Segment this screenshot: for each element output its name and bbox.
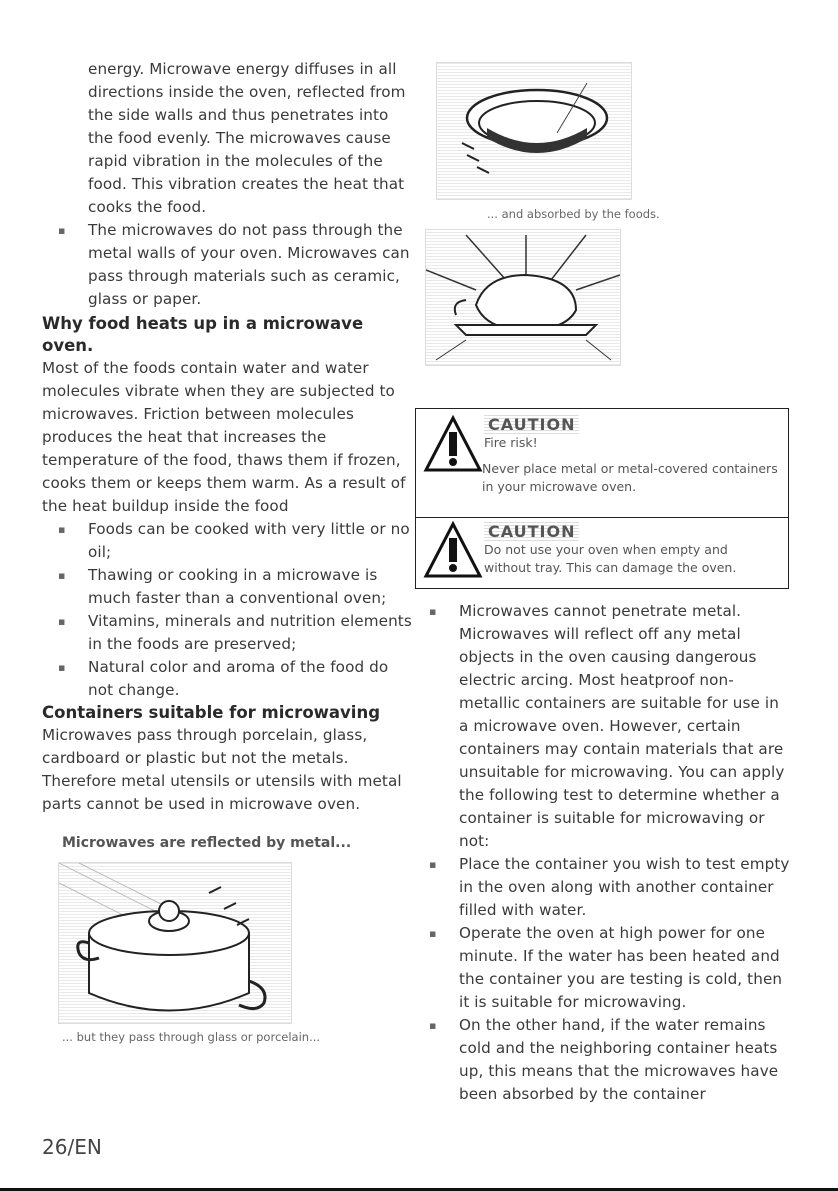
containers-paragraph: Microwaves pass through porcelain, glass, cardboard or plastic but not the metals. Therefore metal utensils or utensils with metal parts cannot be used in microwave oven. — [42, 726, 402, 813]
bullet-item: ▪ Microwaves cannot penetrate metal. Microwaves will reflect off any metal objects in the oven causing dangerous electric arcing. Most heatproof non-metallic containers are suitable for use in a microwave oven. However, certain containers may contain materials that are unsuitable for microwaving. You can apply the following test to determine whether a container is suitable for microwaving or not: — [413, 600, 793, 853]
pot-drawing — [59, 863, 291, 1023]
caution-text: Never place metal or metal-covered containers in your microwave oven. — [482, 461, 778, 494]
figure-caption-absorbed: ... and absorbed by the foods. — [487, 207, 660, 221]
left-column — [42, 58, 414, 1044]
caution-fire-risk: Fire risk! — [484, 435, 538, 450]
warning-icon — [422, 520, 484, 580]
warning-icon — [422, 414, 484, 474]
page-number: 26/EN — [42, 1135, 102, 1159]
bullet-item: ▪ Thawing or cooking in a microwave is much faster than a conventional oven; — [42, 564, 414, 610]
caution-text: Do not use your oven when empty and without tray. This can damage the oven. — [484, 542, 737, 575]
bullet-item: ▪ Natural color and aroma of the food do not change. — [42, 656, 414, 702]
right-column — [425, 62, 805, 1103]
heading-containers: Containers suitable for microwaving — [42, 703, 381, 722]
chicken-drawing — [426, 230, 620, 365]
bullet-metal-walls: ▪ The microwaves do not pass through the metal walls of your oven. Microwaves can pass through materials such as ceramic, glass or paper. — [42, 219, 414, 311]
chicken-illustration — [425, 229, 621, 366]
pot-illustration — [58, 862, 292, 1024]
right-bullets — [413, 600, 793, 1106]
dish-drawing — [437, 63, 631, 199]
caution-box-empty — [415, 516, 789, 589]
caution-title: CAUTION — [484, 415, 579, 434]
caution-title: CAUTION — [484, 522, 579, 541]
figure-title-reflected: Microwaves are reflected by metal... — [62, 835, 352, 851]
intro-paragraph: energy. Microwave energy diffuses in all directions inside the oven, reflected from the side walls and thus penetrates into the food evenly. The microwaves cause rapid vibration in the molecules of the food. This vibration creates the heat that cooks the food. — [88, 60, 406, 216]
figure-caption-glass: ... but they pass through glass or porcelain... — [62, 1030, 321, 1044]
bullet-item: ▪ On the other hand, if the water remains cold and the neighboring container heats up, this means that the microwaves have been absorbed by the container — [413, 1014, 793, 1106]
heading-why-food-heats: Why food heats up in a microwave oven. — [42, 314, 364, 355]
bullet-item: ▪ Foods can be cooked with very little or no oil; — [42, 518, 414, 564]
dish-illustration — [436, 62, 632, 200]
caution-box-fire — [415, 408, 789, 518]
bullet-item: ▪ Operate the oven at high power for one minute. If the water has been heated and the container you are testing is cold, then it is suitable for microwaving. — [413, 922, 793, 1014]
bullet-item: ▪ Place the container you wish to test empty in the oven along with another container filled with water. — [413, 853, 793, 922]
bullet-item: ▪ Vitamins, minerals and nutrition elements in the foods are preserved; — [42, 610, 414, 656]
why-paragraph: Most of the foods contain water and water molecules vibrate when they are subjected to microwaves. Friction between molecules produces the heat that increases the temperature of the food, thaws them if frozen, cooks them or keeps them warm. As a result of the heat buildup inside the food — [42, 359, 406, 515]
